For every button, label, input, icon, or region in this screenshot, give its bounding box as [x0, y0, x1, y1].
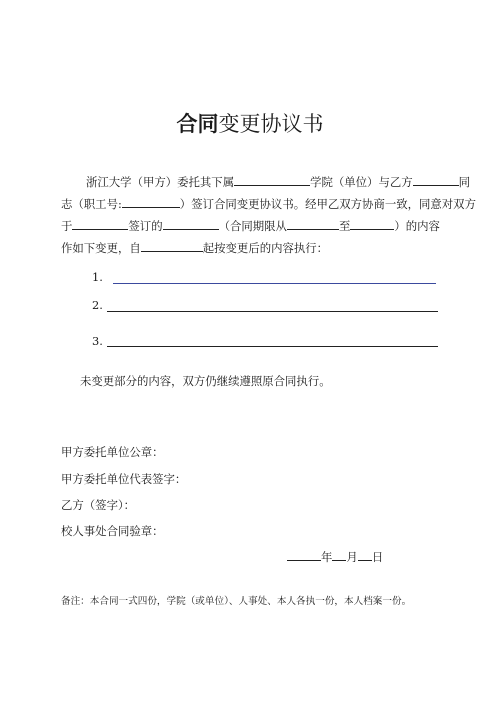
- intro-line-2: [61, 193, 476, 215]
- day-label: 日: [371, 550, 384, 564]
- intro-text: 浙江大学（甲方）委托其下属: [86, 175, 235, 189]
- intro-text: （合同期限从: [218, 219, 287, 233]
- year-label: 年: [321, 550, 333, 564]
- item-1-line: [113, 283, 436, 284]
- intro-text: 至: [338, 219, 351, 233]
- intro-text: ）的内容: [394, 219, 440, 233]
- party-b-label: 乙方（签字）：: [61, 498, 136, 512]
- title-part-3-bold: 协议书: [260, 112, 324, 136]
- intro-text: ）签订合同变更协议书。经甲乙双方协商一致，同意对双方: [179, 197, 476, 211]
- intro-text: 于: [61, 219, 73, 233]
- item-number-1: 1.: [92, 270, 103, 284]
- day-blank: [358, 548, 372, 561]
- term-start-blank: [287, 217, 339, 230]
- intro-text: 志（职工号:: [61, 197, 122, 211]
- term-end-blank: [350, 217, 394, 230]
- intro-text: 同: [458, 175, 471, 189]
- unchanged-clause: 未变更部分的内容，双方仍继续遵照原合同执行。: [80, 374, 331, 388]
- item-3-line: [107, 346, 438, 347]
- year-blank: [287, 548, 321, 561]
- title-part-1: 合同: [176, 111, 219, 136]
- month-blank: [332, 548, 346, 561]
- item-number-2: 2.: [92, 298, 103, 312]
- document-title: [0, 108, 500, 138]
- employee-id-blank: [122, 195, 180, 208]
- party-a-seal-label: 甲方委托单位公章：: [61, 445, 164, 459]
- intro-text: 学院（单位）与乙方: [310, 175, 413, 189]
- intro-text: 作如下变更，自: [61, 241, 141, 255]
- sign-date-blank: [72, 217, 128, 230]
- footnote: 备注：本合同一式四份，学院（或单位）、人事处、本人各执一份，本人档案一份。: [61, 596, 412, 607]
- intro-text: 起按变更后的内容执行：: [202, 241, 329, 255]
- intro-text: 签订的: [128, 219, 163, 233]
- date-line: [287, 548, 383, 565]
- hr-seal-label: 校人事处合同验章：: [61, 524, 164, 538]
- item-number-3: 3.: [92, 334, 103, 348]
- month-label: 月: [346, 550, 358, 564]
- contract-name-blank: [163, 217, 219, 230]
- title-part-2: 变更: [218, 112, 261, 136]
- effective-date-blank: [141, 239, 203, 252]
- party-a-rep-label: 甲方委托单位代表签字：: [61, 472, 187, 486]
- intro-line-1: [86, 171, 471, 193]
- school-blank: [234, 173, 310, 186]
- party-b-name-blank: [413, 173, 459, 186]
- intro-line-3: [61, 215, 443, 237]
- intro-line-4: [61, 237, 443, 259]
- item-2-line: [107, 311, 438, 312]
